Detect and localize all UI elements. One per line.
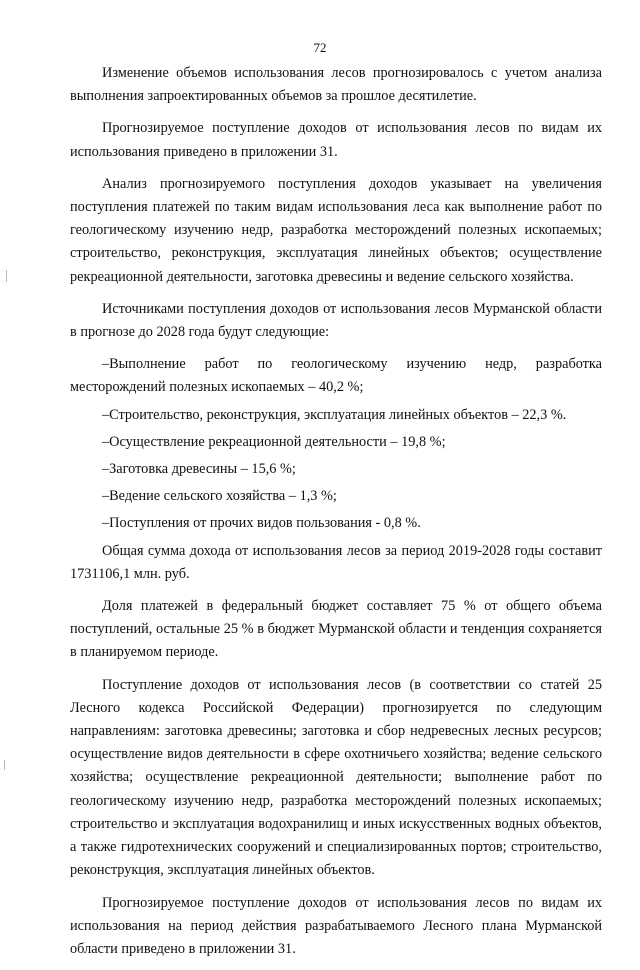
page-number: 72 xyxy=(313,40,327,55)
list-item: –Поступления от прочих видов пользования - 0,8 %. xyxy=(102,515,421,532)
paragraph: Поступление доходов от использования лесов (в соответствии со статей 25 Лесного кодекса Российской Федерации) прогнозируется по следующим направлениям: заготовка древесины; заготовка и сбор недревесных лесных ресурсов; осуществление видов деятельности в сфере охотничьего хозяйства; ведение сельского хозяйства; осуществление рекреационной деятельности; выполнение работ по геологическому изучению недр, разработка месторождений полезных ископаемых; строительство и эксплуатация водохранилищ и иных искусственных водных объектов, а также гидротехнических сооружений и специализированных портов; строительство, реконструкция, эксплуатация линейных объектов. xyxy=(70,676,602,879)
list-item: –Выполнение работ по геологическому изучению недр, разработка месторождений полезных ископаемых – 40,2 %; xyxy=(70,356,602,396)
paragraph: Общая сумма дохода от использования лесов за период 2019-2028 годы составит 1731106,1 млн. руб. xyxy=(70,542,602,582)
list-item: –Осуществление рекреационной деятельности – 19,8 %; xyxy=(102,433,446,450)
paragraph: Анализ прогнозируемого поступления доходов указывает на увеличения поступления платежей по таким видам использования леса как выполнение работ по геологическому изучению недр, разработка месторождений полезных ископаемых; строительство, реконструкция, эксплуатация линейных объектов; осуществление рекреационной деятельности, заготовка древесины и ведение сельского хозяйства. xyxy=(70,175,602,285)
paragraph: Прогнозируемое поступление доходов от использования лесов по видам их использования на период действия разрабатываемого Лесного плана Мурманской области приведено в приложении 31. xyxy=(70,894,602,957)
paragraph: Изменение объемов использования лесов прогнозировалось с учетом анализа выполнения запроектированных объемов за прошлое десятилетие. xyxy=(70,65,602,105)
paragraph: Прогнозируемое поступление доходов от использования лесов по видам их использования приведено в приложении 31. xyxy=(70,120,602,160)
paragraph: Источниками поступления доходов от использования лесов Мурманской области в прогнозе до 2028 года будут следующие: xyxy=(70,300,602,341)
list-item: –Заготовка древесины – 15,6 %; xyxy=(102,461,296,478)
paragraph: Доля платежей в федеральный бюджет составляет 75 % от общего объема поступлений, остальные 25 % в бюджет Мурманской области и тенденция сохраняется в планируемом периоде. xyxy=(70,598,602,661)
document-body xyxy=(70,62,602,970)
scan-artifact xyxy=(4,760,5,770)
list-item: –Ведение сельского хозяйства – 1,3 %; xyxy=(102,488,337,505)
list-item: –Строительство, реконструкция, эксплуатация линейных объектов – 22,3 %. xyxy=(102,406,567,423)
scan-artifact xyxy=(6,270,7,282)
